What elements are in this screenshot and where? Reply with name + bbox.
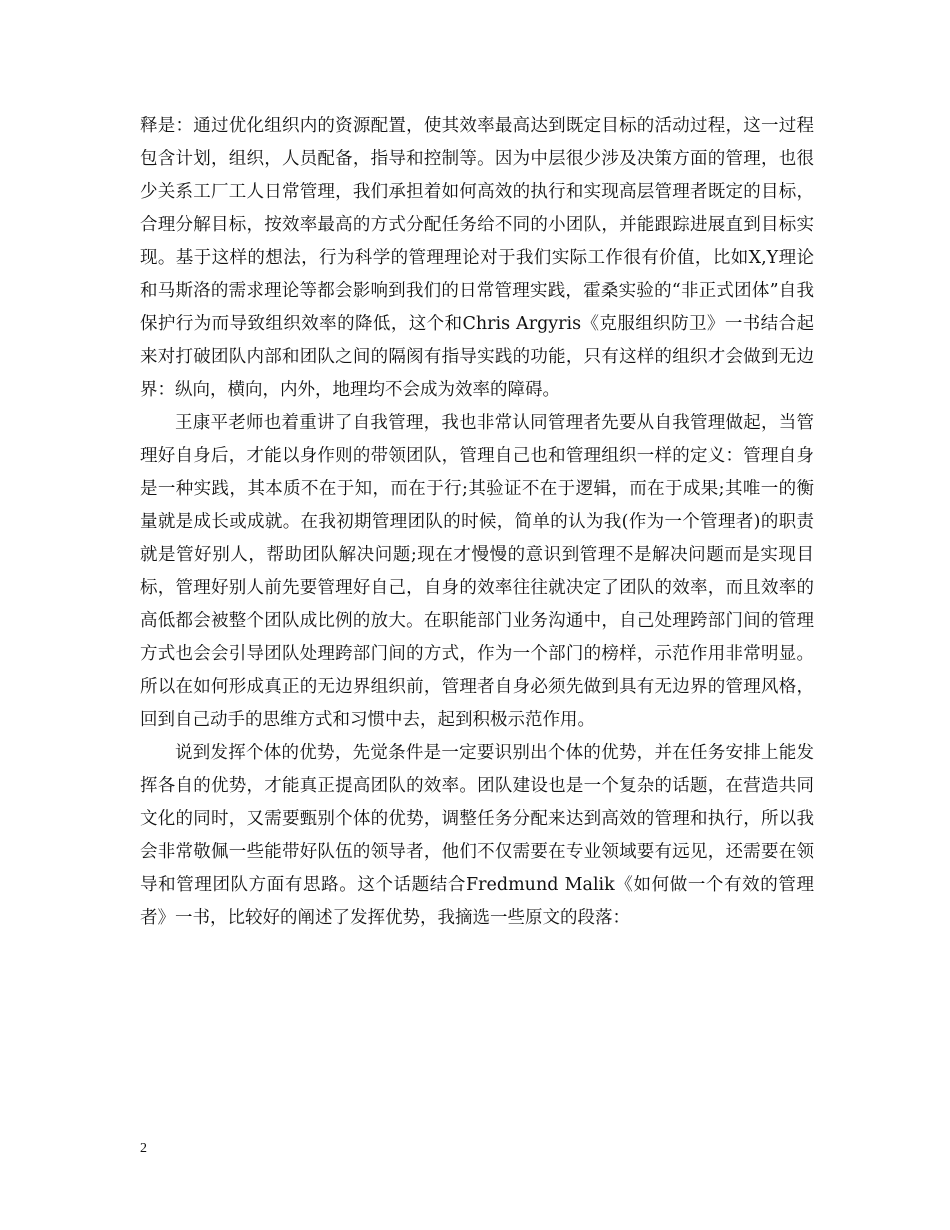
page-number: 2 [140, 1141, 147, 1156]
paragraph-self-management: 王康平老师也着重讲了自我管理，我也非常认同管理者先要从自我管理做起，当管理好自身后，才能以身作则的带领团队，管理自己也和管理组织一样的定义：管理自身是一种实践，其本质不在于知，而在于行;其验证不在于逻辑，而在于成果;其唯一的衡量就是成长或成就。在我初期管理团队的时候，简单的认为我(作为一个管理者)的职责就是管好别人，帮助团队解决问题;现在才慢慢的意识到管理不是解决问题而是实现目标，管理好别人前先要管理好自己，自身的效率往往就决定了团队的效率，而且效率的高低都会被整个团队成比例的放大。在职能部门业务沟通中，自己处理跨部门间的管理方式也会会引导团队处理跨部门间的方式，作为一个部门的榜样，示范作用非常明显。所以在如何形成真正的无边界组织前，管理者自身必须先做到具有无边界的管理风格，回到自己动手的思维方式和习惯中去，起到积极示范作用。 [140, 413, 814, 730]
paragraph-continued: 释是：通过优化组织内的资源配置，使其效率最高达到既定目标的活动过程，这一过程包含计划，组织，人员配备，指导和控制等。因为中层很少涉及决策方面的管理，也很少关系工厂工人日常管理，我们承担着如何高效的执行和实现高层管理者既定的目标，合理分解目标，按效率最高的方式分配任务给不同的小团队，并能跟踪进展直到目标实现。基于这样的想法，行为科学的管理理论对于我们实际工作很有价值，比如X,Y理论和马斯洛的需求理论等都会影响到我们的日常管理实践，霍桑实验的“非正式团体”自我保护行为而导致组织效率的降低，这个和Chris Argyris《克服组织防卫》一书结合起来对打破团队内部和团队之间的隔阂有指导实践的功能，只有这样的组织才会做到无边界：纵向，横向，内外，地理均不会成为效率的障碍。 [140, 116, 814, 400]
body-text [140, 110, 814, 935]
paragraph-individual-strengths: 说到发挥个体的优势，先觉条件是一定要识别出个体的优势，并在任务安排上能发挥各自的优势，才能真正提高团队的效率。团队建设也是一个复杂的话题，在营造共同文化的同时，又需要甄别个体的优势，调整任务分配来达到高效的管理和执行，所以我会非常敬佩一些能带好队伍的领导者，他们不仅需要在专业领域要有远见，还需要在领导和管理团队方面有思路。这个话题结合Fredmund Malik《如何做一个有效的管理者》一书，比较好的阐述了发挥优势，我摘选一些原文的段落： [140, 743, 814, 928]
